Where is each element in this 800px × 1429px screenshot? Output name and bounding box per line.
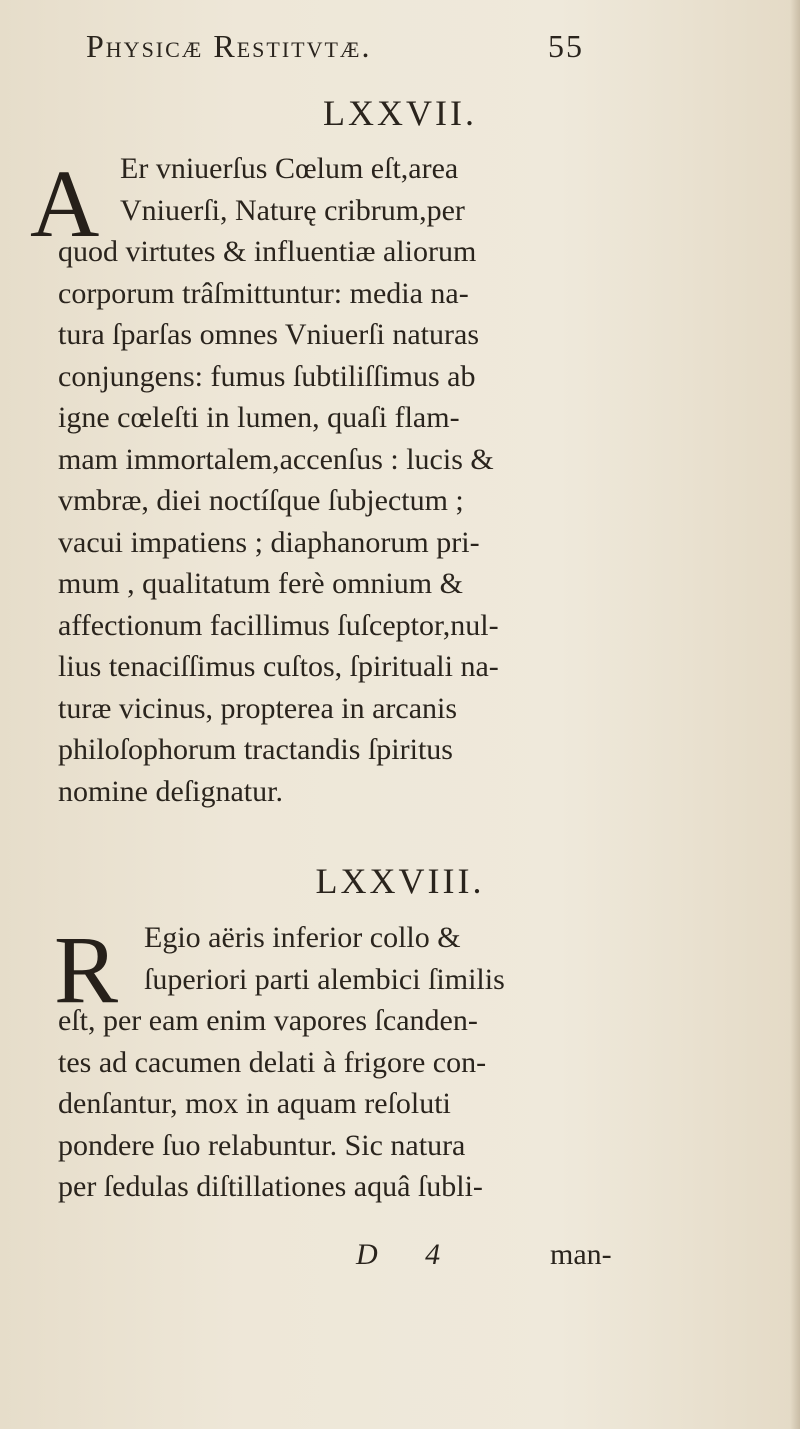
text-line: vmbræ, diei noctíſque ſubjectum ; xyxy=(58,484,464,517)
text-line: igne cœleſti in lumen, quaſi flam- xyxy=(58,401,460,434)
text-line: affectionum facillimus ſuſceptor,nul- xyxy=(58,608,499,642)
running-title: Physicæ Restitvtæ. xyxy=(86,28,372,64)
section-title: LXXVII. xyxy=(323,93,477,133)
text-line: tes ad cacumen delati à frigore con- xyxy=(58,1045,487,1079)
catchword: man- xyxy=(550,1238,612,1271)
paragraph xyxy=(58,917,658,1208)
page-footer xyxy=(0,1238,800,1282)
text-line: per ſedulas diſtillationes aquâ ſubli- xyxy=(58,1170,483,1203)
text-line: lius tenaciſſimus cuſtos, ſpirituali na- xyxy=(58,650,499,683)
text-line: corporum trâſmittuntur: media na- xyxy=(58,276,469,310)
text-line: Vniuerſi, Naturę cribrum,per xyxy=(120,193,465,227)
text-line: mam immortalem,accenſus : lucis & xyxy=(58,442,494,476)
text-line: denſantur, mox in aquam reſoluti xyxy=(58,1087,451,1120)
text-line: ſuperiori parti alembici ſimilis xyxy=(144,962,505,996)
text-line: mum , qualitatum ferè omnium & xyxy=(58,567,463,600)
text-line: tura ſparſas omnes Vniuerſi naturas xyxy=(58,318,479,351)
drop-cap: A xyxy=(30,150,100,257)
text-line: conjungens: fumus ſubtiliſſimus ab xyxy=(58,359,476,393)
text-line: pondere ſuo relabuntur. Sic natura xyxy=(58,1128,466,1162)
signature-mark: D 4 xyxy=(356,1238,461,1271)
running-header xyxy=(86,28,606,68)
page-edge-shadow xyxy=(790,0,800,1429)
text-line: philoſophorum tractandis ſpiritus xyxy=(58,733,453,766)
paragraph xyxy=(58,148,658,812)
text-line: quod virtutes & influentiæ aliorum xyxy=(58,235,477,268)
section-title: LXXVIII. xyxy=(315,861,485,901)
text-line: turæ vicinus, propterea in arcanis xyxy=(58,691,458,725)
text-line: vacui impatiens ; diaphanorum pri- xyxy=(58,525,480,559)
text-line: nomine deſignatur. xyxy=(58,774,283,808)
text-line: Egio aëris inferior collo & xyxy=(144,921,461,954)
drop-cap: R xyxy=(54,916,119,1023)
page-number: 55 xyxy=(548,28,584,64)
text-line: eſt, per eam enim vapores ſcanden- xyxy=(58,1004,478,1037)
text-line: Er vniuerſus Cœlum eſt,area xyxy=(120,152,459,185)
